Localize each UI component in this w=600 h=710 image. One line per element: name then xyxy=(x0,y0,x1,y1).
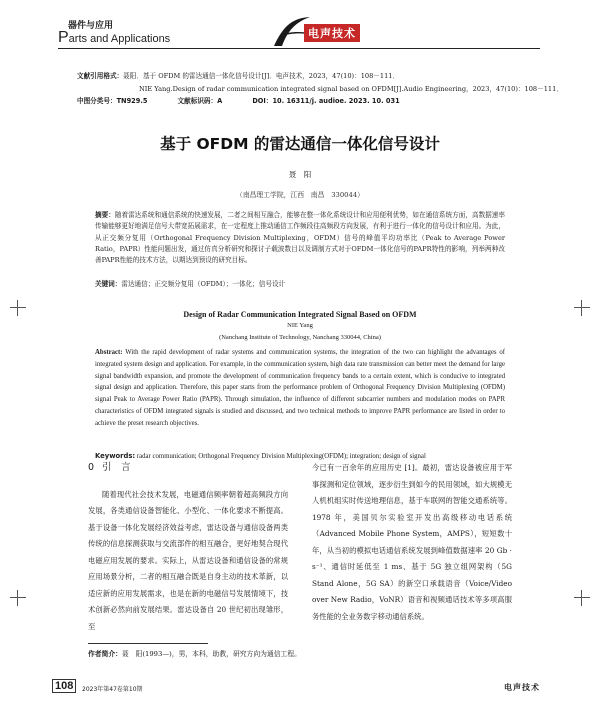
crop-mark xyxy=(10,590,26,606)
keywords-zh: 关键词：雷达通信；正交频分复用（OFDM）；一体化；信号设计 xyxy=(95,280,286,288)
doi: 10. 16311/j. audioe. 2023. 10. 031 xyxy=(272,97,400,105)
section-name-zh: 器件与应用 xyxy=(68,21,114,31)
header-rule xyxy=(58,48,540,49)
body-column-right xyxy=(312,460,512,625)
logo-text: 电声技术 xyxy=(304,24,360,42)
keywords-en: Keywords: radar communication; Orthogonal Frequency Division Multiplexing(OFDM); integration; design of signal xyxy=(95,452,426,460)
clc-number: TN929.5 xyxy=(116,97,148,105)
intro-paragraph-continued: 今已有一百余年的应用历史 [1]。最初，雷达设备被应用于军事探测和定位领域，逐步衍生到如今的民用领域，如大规模无人机机组实时传送地理信息，基于车联网的智能交通系统等。1978 年，美国贝尔实验室开发出高级移动电话系统（Advanced Mobile Phone System，AMPS），短短数十年，从当初的模拟电话通信系统发展到峰值数据速率 20 Gb · s⁻¹、通信时延低至 1 ms、基于 5G 独立组网架构（5G Stand Alone，5G SA）的新空口承载语音（Voice/Video over New Radio，VoNR）语音和视频通话技术等多项高服务性能的全业务数字移动通信系统。 xyxy=(312,463,512,621)
section-name-en: Parts and Applications xyxy=(58,29,171,46)
document-code: A xyxy=(217,97,223,105)
author-footnote: 作者简介：聂 阳(1993—)，男，本科，助教，研究方向为通信工程。 xyxy=(88,650,301,658)
body-column-left xyxy=(88,460,288,635)
citation-block xyxy=(77,70,563,108)
page-number: 108 xyxy=(52,679,76,693)
citation-zh: 聂阳．基于 OFDM 的雷达通信一体化信号设计[J]．电声技术，2023，47(10)：108－111． xyxy=(123,72,400,80)
footnote-rule xyxy=(88,643,208,644)
running-header xyxy=(58,16,540,50)
citation-identifiers: 中图分类号：TN929.5 文献标识码：A DOI：10. 16311/j. audioe. 2023. 10. 031 xyxy=(77,97,400,105)
journal-name-footer: 电声技术 xyxy=(504,683,540,692)
section-heading-intro: 0 引 言 xyxy=(88,462,131,473)
crop-mark xyxy=(574,590,590,606)
paper-title-zh: 基于 OFDM 的雷达通信一体化信号设计 xyxy=(160,135,440,153)
citation-label: 文献引用格式： xyxy=(77,72,124,80)
author-en: NIE Yang xyxy=(287,322,313,329)
citation-en: NIE Yang.Design of radar communication integrated signal based on OFDM[J].Audio Engineering，2023，47(10)：108－111． xyxy=(139,84,563,93)
author-zh: 聂 阳 xyxy=(288,170,312,179)
abstract-zh: 摘要：随着雷达系统和通信系统的快速发展，二者之间相互融合，能够在整一体化系统设计和应用便利优势，如在通信系统方面，高数据速率传输能够更好地满足信号大带宽拓展需求，在一定程度上推动通信工作频段往高频段方向发展，有利于进行一体化的信号设计和应用。为此，从正交频分复用（Orthogonal Frequency Division Multiplexing，OFDM）信号的峰值平均功率比（Peak to Average Power Ratio，PAPR）性能问题出发，通过仿真分析研究和探讨子载波数目以及调制方式对于OFDM一体化信号的PAPR特性的影响，列举两种改善PAPR性能的技术方法，以期达到预设的研究目标。 xyxy=(95,211,506,265)
issue-info: 2023年第47卷第10期 xyxy=(82,686,143,693)
journal-logo xyxy=(270,16,380,48)
intro-paragraph: 随着现代社会技术发展，电磁通信频率朝着超高频段方向发展，各类通信设备智能化、小型化、一体化要求不断提高。基于设备一体化发展经济效益考虑，雷达设备与通信设备两类传统的信息探测获取与交流部件的相互融合，更好地契合现代电磁应用发展的要求。实际上，从雷达设备和通信设备的常规应用场景分析，二者的相互融合既是自身主动的技术革新，以适应新的应用发展需求，也是在新的电磁信号发展情境下，技术创新必然向前发展结果。雷达设备自 20 世纪初出现雏形，至 xyxy=(88,489,288,631)
paper-title-en: Design of Radar Communication Integrated Signal Based on OFDM xyxy=(183,310,417,319)
abstract-en: Abstract: With the rapid development of radar systems and communication systems, the integration of the two can highlight the advantages of integrated system design and application. For example, in the communication system, high data rate transmission can better meet the demand for large signal bandwidth expansion, and promote the development of communication frequency bands to a certain extent, which is conducive to integrated signal design and application. Therefore, this paper starts from the performance problem of Orthogonal Frequency Division Multiplexing (OFDM) signal Peak to Average Power Ratio (PAPR). Through simulation, the influence of different subcarrier numbers and modulation modes on PAPR characteristics of OFDM integrated signals is studied and discussed, and two technical methods to improve PAPR performance are listed in order to achieve the preset research objectives. xyxy=(95,349,506,427)
affiliation-en: (Nanchang Institute of Technology, Nanchang 330044, China) xyxy=(219,334,381,341)
affiliation-zh: （南昌理工学院，江西 南昌 330044） xyxy=(236,191,364,199)
